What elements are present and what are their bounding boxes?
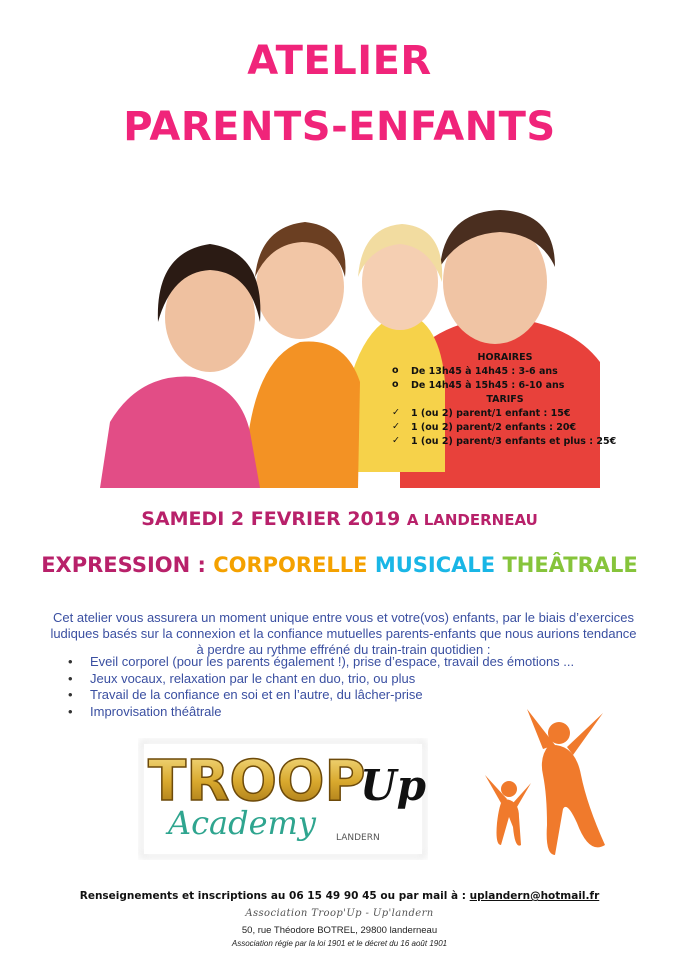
schedule-box [385, 352, 625, 450]
check-icon: ✓ [392, 435, 400, 446]
horaires-label: HORAIRES [477, 352, 533, 363]
logo-academy: Academy [168, 804, 316, 842]
circle-bullet-icon: o [392, 365, 399, 376]
contact-line [0, 890, 679, 902]
title-line-1: ATELIER [247, 38, 432, 84]
address: 50, rue Théodore BOTREL, 29800 landerneau [241, 925, 438, 936]
keyword-musicale: MUSICALE [374, 553, 496, 577]
legal-note: Association régie par la loi 1901 et le décret du 16 août 1901 [231, 939, 448, 948]
tarifs-label: TARIFS [486, 394, 524, 405]
check-icon: ✓ [392, 407, 400, 418]
check-icon: ✓ [392, 421, 400, 432]
event-date [0, 508, 679, 530]
dancers-illustration [485, 705, 615, 865]
email-link[interactable]: uplandern@hotmail.fr [469, 890, 600, 902]
list-item: • Eveil corporel (pour les parents également !), prise d’espace, travail des émotions ... [68, 654, 628, 671]
association-name: Association Troop'Up - Up'landern [245, 908, 434, 919]
list-item: • Improvisation théâtrale [68, 704, 628, 721]
horaire-item: o De 14h45 à 15h45 : 6-10 ans [392, 379, 565, 391]
troop-up-logo [138, 738, 428, 860]
list-item: • Travail de la confiance en soi et en l’autre, du lâcher-prise [68, 687, 628, 704]
dancers-silhouette-icon [485, 705, 615, 865]
logo-troop: TROOP [148, 749, 366, 814]
title-line-2: PARENTS-ENFANTS [123, 104, 556, 150]
expression-heading [0, 553, 679, 577]
date-main: SAMEDI 2 FEVRIER 2019 [141, 508, 401, 530]
tarif-item: ✓ 1 (ou 2) parent/3 enfants et plus : 25€ [392, 435, 617, 447]
keyword-theatrale: THEÂTRALE [502, 553, 638, 577]
logo-up: Up [360, 761, 426, 810]
troop-up-logo-graphic [138, 738, 428, 860]
keyword-corporelle: CORPORELLE [213, 553, 368, 577]
footer [0, 890, 679, 948]
expression-label: EXPRESSION : [41, 553, 206, 577]
tarif-item: ✓ 1 (ou 2) parent/1 enfant : 15€ [392, 407, 571, 419]
intro-paragraph: Cet atelier vous assurera un moment unique entre vous et votre(vos) enfants, par le biais d’exercices ludiques basés sur la connexion et la confiance mutuelles parents-enfants que nous aurions tendance à perdre au rythme effréné du train-train quotidien : [50, 610, 637, 657]
date-location: A LANDERNEAU [406, 511, 538, 529]
logo-landern: LANDERN [336, 833, 380, 843]
horaire-item: o De 13h45 à 14h45 : 3-6 ans [392, 365, 558, 377]
circle-bullet-icon: o [392, 379, 399, 390]
list-item: • Jeux vocaux, relaxation par le chant en duo, trio, ou plus [68, 671, 628, 688]
contact-text: Renseignements et inscriptions au 06 15 49 90 45 ou par mail à : [79, 890, 470, 902]
tarif-item: ✓ 1 (ou 2) parent/2 enfants : 20€ [392, 421, 577, 433]
